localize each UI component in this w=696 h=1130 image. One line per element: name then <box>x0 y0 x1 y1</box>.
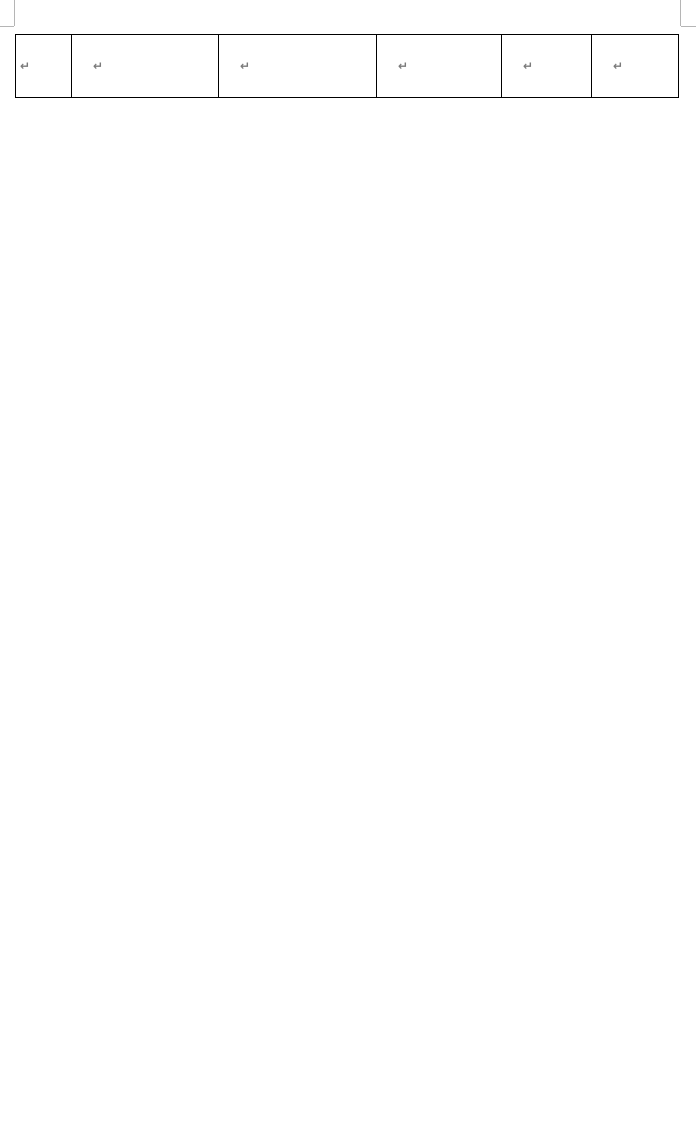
header-number <box>16 35 72 98</box>
paragraph-mark-icon: ↵ <box>398 59 409 73</box>
header-electric-vehicle <box>377 35 502 98</box>
paragraph-mark-icon: ↵ <box>240 59 251 73</box>
page-corner-mark-top-left-v <box>14 0 15 26</box>
paragraph-mark-icon: ↵ <box>613 59 624 73</box>
page-corner-mark-top-right-v <box>680 0 681 26</box>
table-header-row <box>16 35 679 98</box>
paragraph-mark-icon: ↵ <box>523 59 534 73</box>
page-corner-mark-top-left-h <box>0 26 14 27</box>
header-industrial <box>592 35 679 98</box>
paragraph-mark-icon: ↵ <box>93 59 104 73</box>
page-corner-mark-top-right-h <box>681 26 696 27</box>
paragraph-mark-icon: ↵ <box>20 59 31 73</box>
data-points-table <box>15 34 679 98</box>
header-data-point-source <box>219 35 377 98</box>
header-data-point-name <box>72 35 219 98</box>
header-light-means-of-transport <box>502 35 592 98</box>
